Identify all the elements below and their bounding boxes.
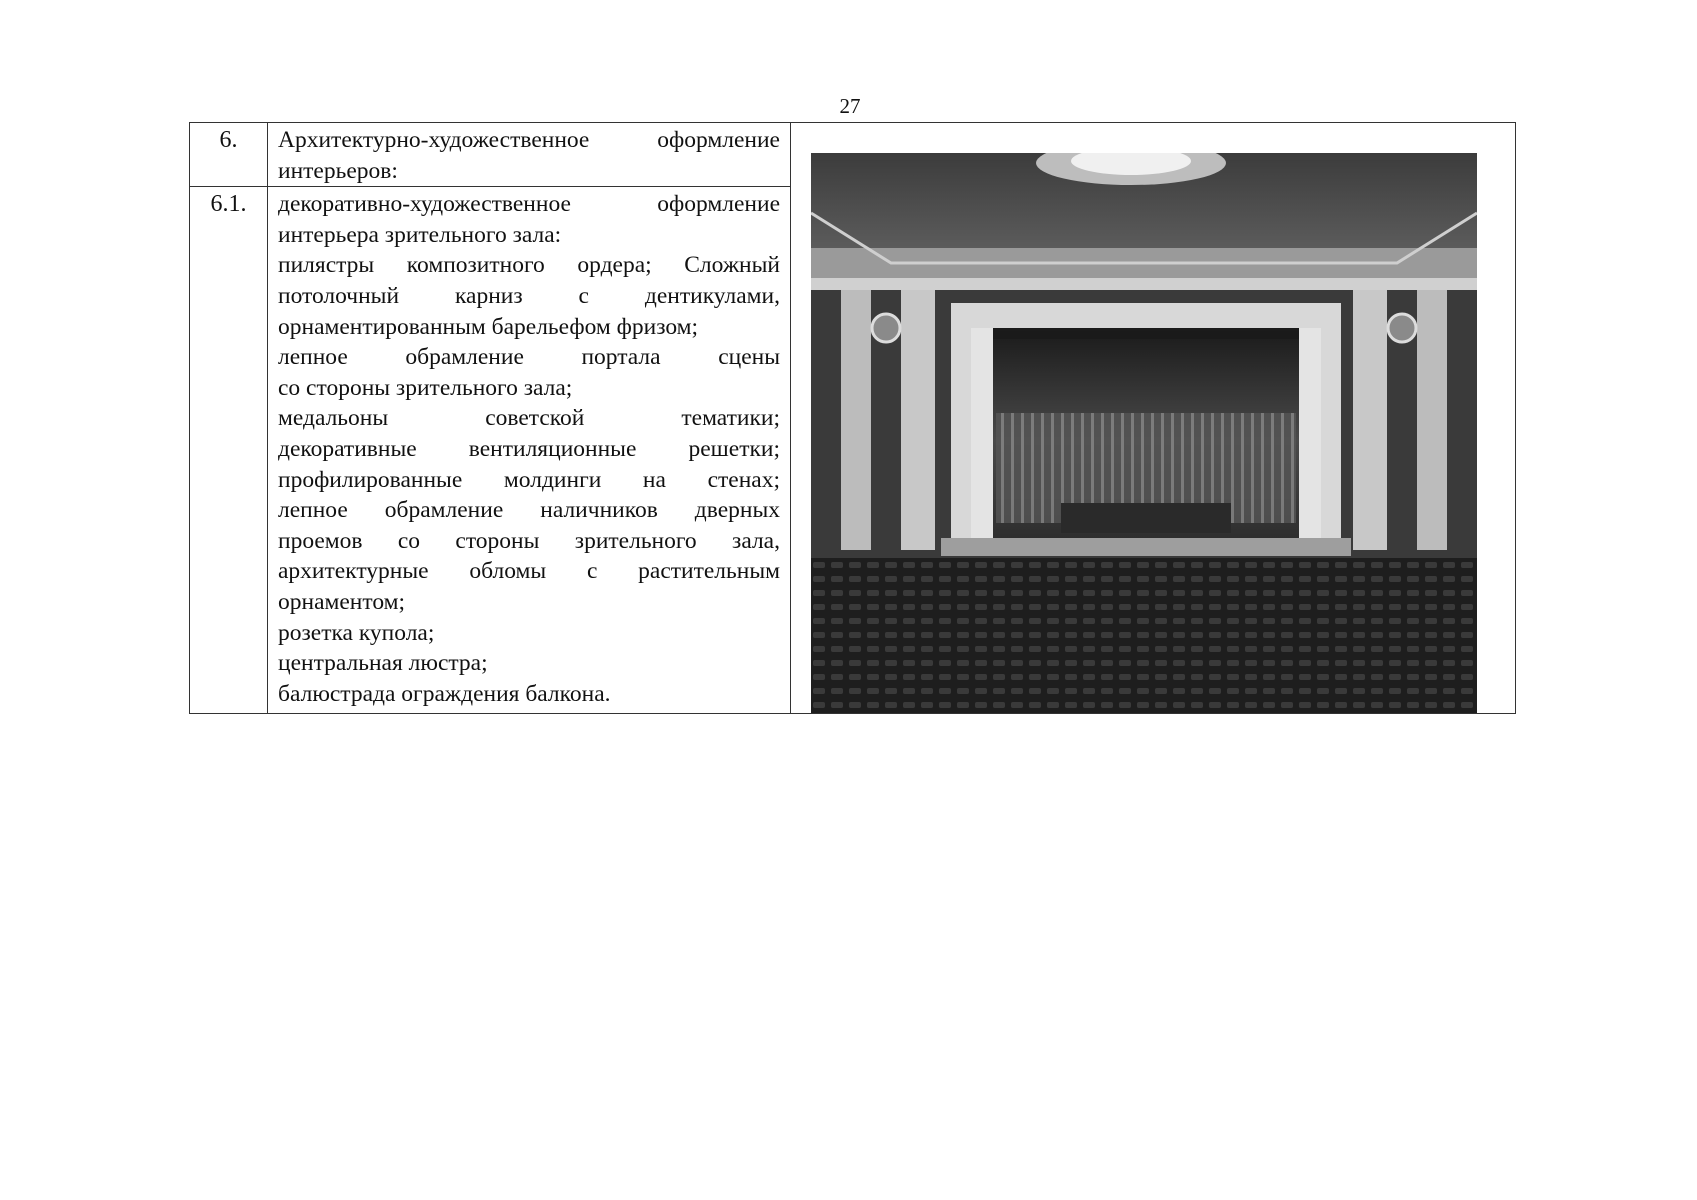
text-line: декоративные вентиляционные решетки;	[278, 435, 780, 462]
table-row	[190, 123, 1516, 187]
row-number: 6.1.	[190, 187, 268, 714]
text-line: лепное обрамление наличников дверных	[278, 497, 780, 524]
page-number: 27	[839, 94, 861, 118]
text-line: центральная люстра;	[278, 650, 488, 677]
heritage-table	[189, 122, 1516, 714]
text-line: Архитектурно-художественное оформление	[278, 127, 780, 153]
text-line: розетка купола;	[278, 619, 435, 646]
text-line: орнаментированным барельефом фризом;	[278, 313, 699, 340]
text-line: проемов со стороны зрительного зала,	[278, 527, 780, 554]
text-line: интерьеров:	[278, 157, 398, 184]
text-line: декоративно-художественное оформление	[278, 191, 780, 218]
text-line: профилированные молдинги на стенах;	[278, 466, 780, 493]
auditorium-photo	[811, 153, 1477, 713]
text-line: интерьера зрительного зала:	[278, 221, 562, 248]
text-line: орнаментом;	[278, 588, 406, 615]
row-number: 6.	[190, 123, 268, 187]
photo-cell	[791, 123, 1516, 714]
text-line: архитектурные обломы с растительным	[278, 558, 780, 585]
row-text	[268, 123, 791, 187]
text-line: балюстрада ограждения балкона.	[278, 680, 611, 707]
text-line: пилястры композитного ордера; Сложный	[278, 252, 780, 279]
text-line: медальоны советской тематики;	[278, 405, 780, 432]
text-line: лепное обрамление портала сцены	[278, 344, 780, 371]
text-line: со стороны зрительного зала;	[278, 374, 573, 401]
row-text	[268, 187, 791, 714]
text-line: потолочный карниз с дентикулами,	[278, 282, 780, 309]
